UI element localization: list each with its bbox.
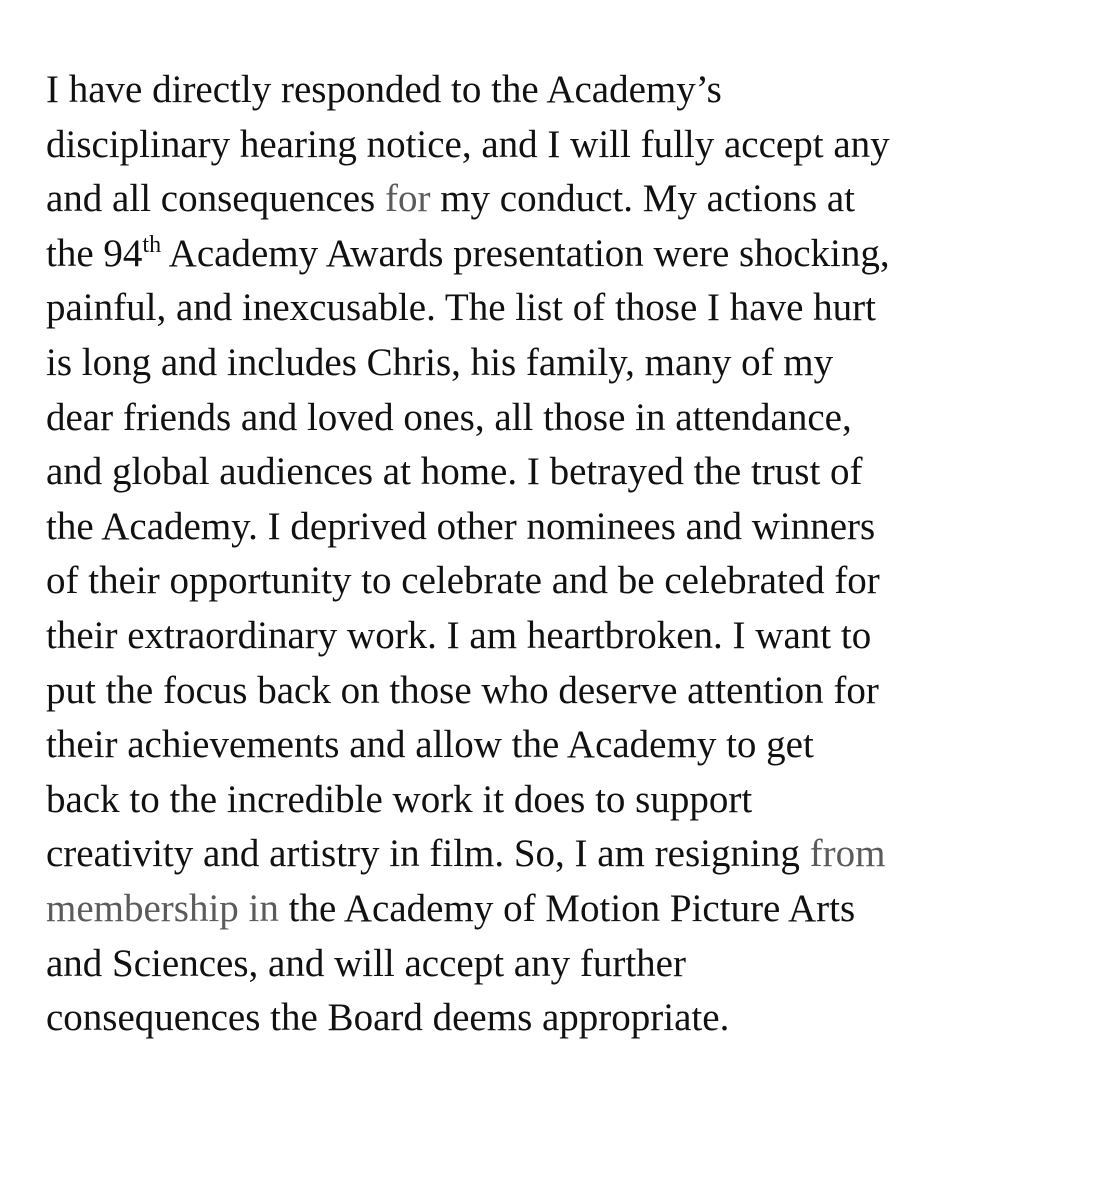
- text-segment: their achievements and allow the Academy to get: [46, 723, 814, 767]
- text-segment: the Academy. I deprived other nominees and winners: [46, 504, 876, 548]
- text-segment: my conduct. My actions at: [430, 177, 856, 221]
- text-segment: the 94: [46, 231, 143, 275]
- muted-text-segment: membership in: [46, 886, 279, 930]
- text-segment: dear friends and loved ones, all those in attendance,: [46, 395, 852, 439]
- statement-line: [46, 991, 1096, 1046]
- muted-text-segment: for: [384, 177, 431, 221]
- statement-line: [46, 664, 1096, 719]
- statement-line: [46, 500, 1096, 555]
- statement-line: [46, 609, 1096, 664]
- statement-line: [46, 773, 1096, 828]
- statement-line: [46, 227, 1096, 282]
- muted-text-segment: from: [809, 832, 886, 876]
- statement-line: [46, 554, 1096, 609]
- statement-line: [46, 336, 1096, 391]
- text-segment: the Academy of Motion Picture Arts: [278, 886, 856, 930]
- statement-line: [46, 882, 1096, 937]
- text-segment: and global audiences at home. I betrayed the trust of: [46, 450, 863, 494]
- statement-line: [46, 391, 1096, 446]
- statement-line: [46, 118, 1096, 173]
- text-segment: their extraordinary work. I am heartbroken. I want to: [46, 613, 872, 657]
- statement-line: [46, 281, 1096, 336]
- text-segment: disciplinary hearing notice, and I will fully accept any: [46, 122, 890, 166]
- ordinal-suffix: th: [142, 231, 162, 258]
- text-segment: and Sciences, and will accept any further: [46, 941, 686, 985]
- statement-line: [46, 445, 1096, 500]
- statement-line: [46, 63, 1096, 118]
- statement-line: [46, 827, 1096, 882]
- text-segment: back to the incredible work it does to support: [46, 777, 753, 821]
- text-segment: I have directly responded to the Academy’s: [46, 68, 722, 111]
- text-segment: painful, and inexcusable. The list of those I have hurt: [46, 286, 876, 330]
- text-segment: is long and includes Chris, his family, many of my: [46, 340, 834, 384]
- statement-text: [46, 63, 1096, 1046]
- statement-line: [46, 718, 1096, 773]
- text-segment: consequences the Board deems appropriate.: [46, 996, 730, 1040]
- text-segment: Academy Awards presentation were shocking,: [161, 231, 890, 275]
- statement-line: [46, 172, 1096, 227]
- statement-line: [46, 937, 1096, 992]
- text-segment: creativity and artistry in film. So, I am resigning: [46, 832, 810, 876]
- text-segment: of their opportunity to celebrate and be celebrated for: [46, 559, 880, 603]
- text-segment: put the focus back on those who deserve attention for: [46, 668, 879, 712]
- text-segment: and all consequences: [46, 177, 385, 221]
